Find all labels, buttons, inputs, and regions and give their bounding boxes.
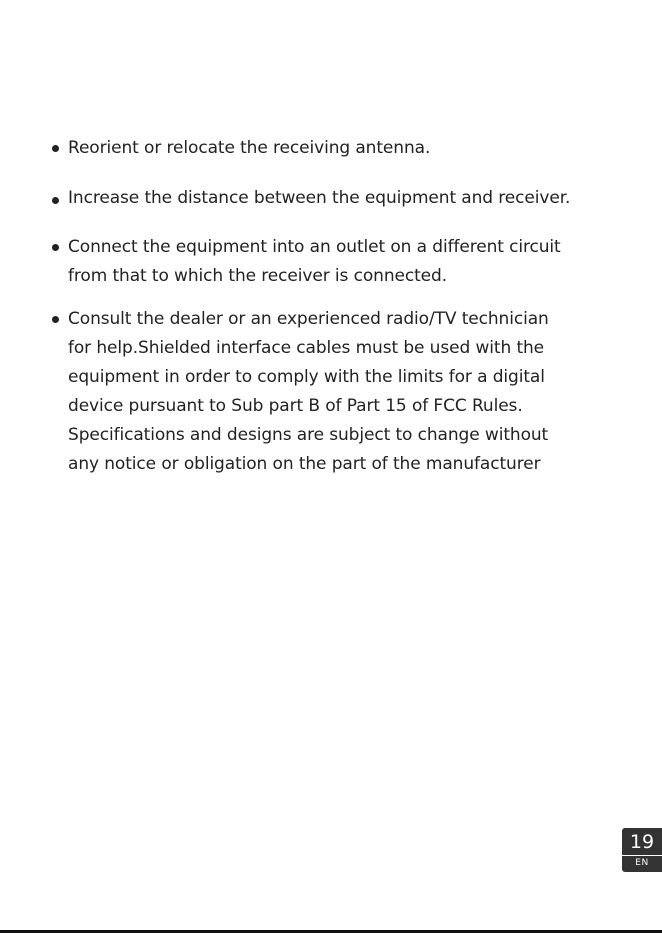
text-line: for help.Shielded interface cables must be used with the bbox=[68, 338, 545, 358]
page-number: 19 bbox=[629, 831, 655, 853]
bullet-text bbox=[68, 184, 633, 213]
text-line: Consult the dealer or an experienced radio/TV technician bbox=[68, 309, 549, 329]
text-line: Specifications and designs are subject to change without bbox=[68, 425, 549, 445]
bullet-text bbox=[68, 305, 633, 479]
text-line: device pursuant to Sub part B of Part 15 of FCC Rules. bbox=[68, 396, 523, 416]
bullet-dot-icon bbox=[52, 145, 59, 152]
page-language-label: EN bbox=[635, 858, 649, 868]
bullet-text bbox=[68, 134, 633, 163]
text-line: any notice or obligation on the part of the manufacturer bbox=[68, 454, 541, 474]
page-number-badge bbox=[622, 828, 662, 872]
bullet-dot-icon bbox=[52, 316, 59, 323]
text-line: Reorient or relocate the receiving antenna. bbox=[68, 138, 431, 158]
text-line: Increase the distance between the equipment and receiver. bbox=[68, 188, 571, 208]
text-line: equipment in order to comply with the limits for a digital bbox=[68, 367, 545, 387]
badge-divider bbox=[622, 855, 662, 856]
text-line: from that to which the receiver is connected. bbox=[68, 266, 448, 286]
bullet-dot-icon bbox=[52, 244, 59, 251]
bullet-dot-icon bbox=[52, 197, 59, 204]
text-line: Connect the equipment into an outlet on a different circuit bbox=[68, 237, 561, 257]
bullet-text bbox=[68, 233, 633, 291]
